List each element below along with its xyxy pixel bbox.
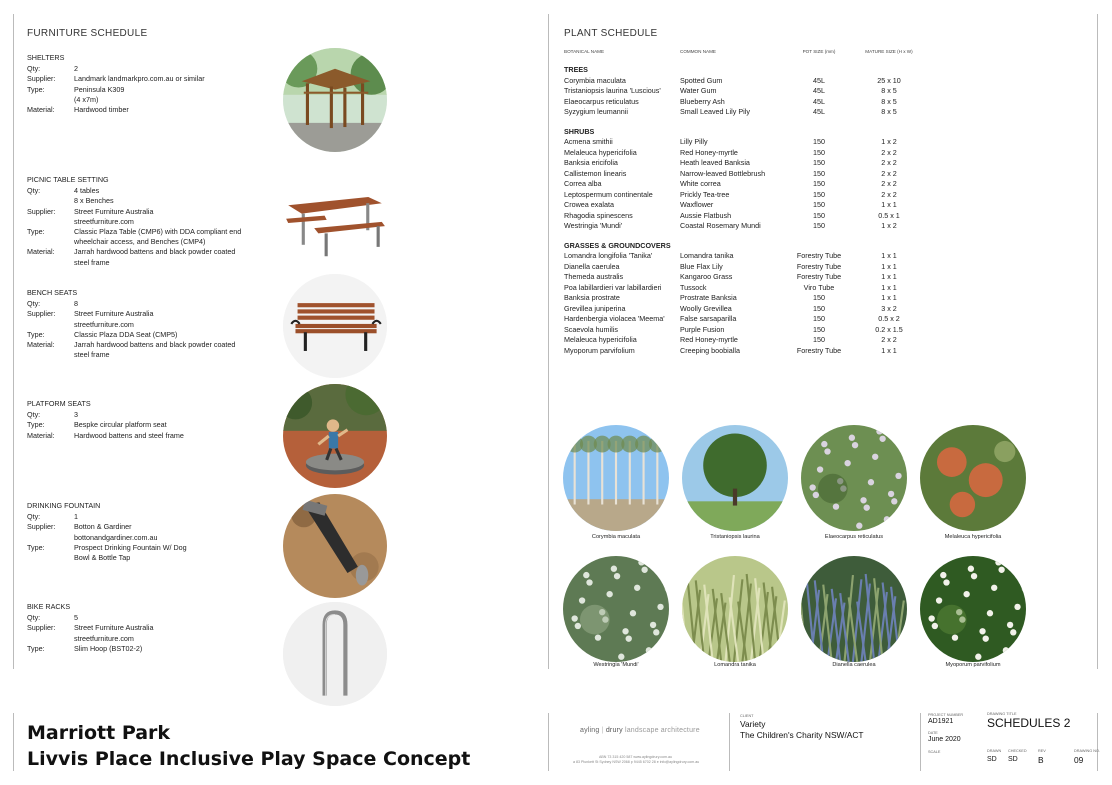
table-cell: Viro Tube: [803, 282, 835, 292]
row-value: steel frame: [74, 257, 110, 267]
plant-photo: [801, 425, 907, 531]
scale-label: SCALE: [928, 750, 941, 754]
table-cell: 45L: [813, 86, 825, 95]
row-label: Supplier:: [27, 623, 56, 633]
table-cell: 2 x 2: [881, 179, 897, 188]
row-label: Type:: [27, 643, 45, 653]
table-cell: Blue Flax Lily: [680, 261, 723, 271]
firm-name-b: drury: [605, 727, 623, 734]
table-cell: 1 x 1: [881, 282, 897, 292]
table-cell: Forestry Tube: [796, 251, 842, 260]
furniture-item-heading: PICNIC TABLE SETTING: [27, 175, 109, 184]
row-label: Supplier:: [27, 74, 56, 84]
row-value: 1: [74, 512, 78, 522]
drawing-title: SCHEDULES 2: [987, 716, 1071, 730]
firm-contact: [573, 755, 699, 765]
row-label: Type:: [27, 227, 45, 237]
row-value: streetfurniture.com: [74, 633, 134, 643]
row-value: Prospect Drinking Fountain W/ Dog: [74, 542, 187, 552]
table-cell: 25 x 10: [877, 75, 901, 85]
row-value: Bowl & Bottle Tap: [74, 553, 131, 563]
row-value: Slim Hoop (BST02-2): [74, 643, 143, 653]
row-label: Qty:: [27, 64, 41, 74]
table-row: [564, 221, 924, 232]
left-border: [13, 14, 14, 669]
furniture-item-drinking-fountain: [27, 501, 277, 563]
furniture-item-bike-racks: [27, 602, 277, 654]
table-cell: Forestry Tube: [796, 272, 842, 281]
row-value: Street Furniture Australia: [74, 206, 154, 216]
table-cell: Themeda australis: [564, 272, 624, 281]
row-value: 2: [74, 64, 78, 74]
table-cell: 150: [813, 293, 825, 302]
table-row: [564, 272, 924, 283]
checked-label: CHECKED: [1008, 749, 1027, 753]
furniture-item-heading: PLATFORM SEATS: [27, 399, 91, 408]
table-cell: 150: [813, 314, 825, 323]
table-cell: Corymbia maculata: [564, 75, 626, 85]
client-name: [740, 719, 864, 741]
row-value: 5: [74, 613, 78, 623]
table-cell: Myoporum parvifolium: [564, 345, 635, 355]
title-block-divider-3: [920, 713, 921, 771]
row-value: streetfurniture.com: [74, 319, 134, 329]
table-cell: 150: [813, 303, 825, 313]
table-cell: 150: [813, 179, 825, 188]
table-row: [564, 211, 924, 222]
table-cell: Spotted Gum: [680, 75, 723, 85]
table-cell: 150: [813, 221, 825, 230]
plant-photo-caption: Lomandra tanika: [714, 662, 756, 668]
table-cell: Elaeocarpus reticulatus: [564, 96, 639, 106]
table-row: [564, 335, 924, 346]
row-value: Bespke circular platform seat: [74, 420, 167, 430]
bike-rack-photo: [283, 602, 387, 706]
table-cell: 45L: [813, 107, 825, 116]
furniture-item-heading: SHELTERS: [27, 53, 65, 62]
picnic-table-photo: [283, 172, 387, 276]
plant-photo-caption: Elaeocarpus reticulatus: [824, 534, 884, 540]
table-cell: 1 x 2: [881, 137, 897, 146]
drawn-value: SD: [987, 756, 997, 763]
table-cell: Red Honey-myrtle: [680, 335, 738, 344]
row-label: Material:: [27, 105, 55, 115]
row-value: Landmark landmarkpro.com.au or similar: [74, 74, 205, 84]
row-value: 4 tables: [74, 186, 100, 196]
table-cell: 150: [813, 189, 825, 199]
plant-group-heading: SHRUBS: [564, 126, 595, 136]
drawing-number: 09: [1074, 755, 1084, 765]
table-cell: 150: [813, 158, 825, 167]
table-row: [564, 179, 924, 190]
center-divider: [548, 14, 549, 669]
table-cell: Coastal Rosemary Mundi: [680, 221, 761, 230]
plant-group-heading: TREES: [564, 65, 588, 74]
row-label: Supplier:: [27, 206, 56, 216]
table-cell: Narrow-leaved Bottlebrush: [680, 168, 766, 178]
platform-seat-photo: [283, 384, 387, 488]
furniture-item-platform-seats: [27, 399, 277, 441]
table-row: [564, 190, 924, 201]
bench-seat-photo: [283, 274, 387, 378]
table-cell: Aussie Flatbush: [680, 210, 732, 220]
table-row: [564, 97, 924, 108]
table-cell: 150: [813, 200, 825, 209]
table-cell: Heath leaved Banksia: [680, 158, 750, 167]
table-cell: 1 x 1: [881, 200, 897, 209]
table-cell: 150: [813, 147, 825, 157]
project-number-label: PROJECT NUMBER: [928, 713, 964, 717]
table-cell: Grevillea juniperina: [564, 303, 626, 313]
row-value: Peninsula K309: [74, 84, 125, 94]
table-cell: Prostrate Banksia: [680, 293, 737, 302]
row-label: Qty:: [27, 410, 41, 420]
table-row: [564, 314, 924, 325]
row-label: Qty:: [27, 613, 41, 623]
rev-label: REV: [1038, 749, 1046, 753]
table-cell: 150: [813, 210, 825, 220]
table-cell: Scaevola humilis: [564, 324, 618, 334]
table-cell: Lilly Pilly: [680, 137, 708, 146]
table-cell: Tussock: [680, 282, 707, 292]
row-label: Type:: [27, 329, 45, 339]
title-block-divider-2: [729, 713, 730, 771]
plant-photo: [563, 425, 669, 531]
row-label: Material:: [27, 340, 55, 350]
table-row: [564, 346, 924, 357]
table-cell: Forestry Tube: [796, 261, 842, 271]
table-cell: Banksia ericifolia: [564, 158, 618, 167]
date-label: DATE: [928, 731, 938, 735]
row-value: Jarrah hardwood battens and black powder coated: [74, 247, 236, 257]
furniture-item-bench-seats: [27, 288, 277, 360]
plant-photo: [801, 556, 907, 662]
rev-value: B: [1038, 755, 1044, 765]
row-label: Type:: [27, 84, 45, 94]
right-border: [1097, 14, 1098, 669]
table-cell: False sarsaparilla: [680, 314, 737, 323]
table-row: [564, 293, 924, 304]
plant-photo: [563, 556, 669, 662]
plant-photo: [920, 556, 1026, 662]
project-number: AD1921: [928, 718, 954, 725]
drawn-label: DRAWN: [987, 749, 1002, 753]
table-row: [564, 262, 924, 273]
table-cell: 0.5 x 2: [878, 314, 900, 323]
table-row: [564, 148, 924, 159]
plant-schedule-title: PLANT SCHEDULE: [564, 28, 658, 39]
row-value: Street Furniture Australia: [74, 623, 154, 633]
project-title-line-1: Marriott Park: [27, 722, 171, 744]
table-cell: Purple Fusion: [680, 324, 725, 334]
plant-groups: [564, 65, 924, 356]
table-cell: 150: [813, 168, 825, 178]
title-block-divider-1: [548, 713, 549, 771]
row-value: (4 x7m): [74, 94, 99, 104]
table-cell: Poa labillardieri var labillardieri: [564, 282, 662, 292]
table-cell: 1 x 1: [881, 261, 897, 271]
row-label: Type:: [27, 542, 45, 552]
table-cell: White correa: [680, 179, 721, 188]
table-cell: 0.2 x 1.5: [875, 324, 903, 334]
table-cell: Syzygium leumannii: [564, 107, 628, 116]
client-label: CLIENT: [740, 714, 754, 718]
table-cell: 8 x 5: [881, 107, 897, 116]
plant-photo-caption: Melaleuca hypericifolia: [944, 534, 1002, 540]
table-cell: Kangaroo Grass: [680, 272, 733, 281]
table-cell: Hardenbergia violacea 'Meema': [564, 314, 665, 323]
table-cell: 150: [813, 324, 825, 334]
drawing-title-label: DRAWING TITLE: [987, 712, 1017, 716]
row-value: 3: [74, 410, 78, 420]
drawing-number-label: DRAWING NO.: [1074, 749, 1101, 753]
row-value: streetfurniture.com: [74, 216, 134, 226]
table-cell: Acmena smithii: [564, 137, 613, 146]
firm-name-c: landscape architecture: [624, 727, 700, 734]
table-row: [564, 251, 924, 262]
table-cell: 1 x 1: [881, 251, 897, 260]
plant-schedule-table: [564, 47, 924, 356]
table-cell: 2 x 2: [881, 158, 897, 167]
table-header: [564, 47, 924, 59]
table-cell: Small Leaved Lily Pily: [680, 107, 750, 116]
row-label: Material:: [27, 430, 55, 440]
table-cell: Leptospermum continentale: [564, 189, 653, 199]
table-cell: 2 x 2: [881, 189, 897, 199]
table-cell: Tristaniopsis laurina 'Luscious': [564, 86, 661, 95]
table-row: [564, 325, 924, 336]
table-row: [564, 200, 924, 211]
table-cell: Crowea exalata: [564, 200, 614, 209]
table-row: [564, 137, 924, 148]
title-block-right-edge: [1097, 713, 1098, 771]
table-cell: 8 x 5: [881, 96, 897, 106]
table-cell: Creeping boobialla: [680, 345, 740, 355]
furniture-item-heading: DRINKING FOUNTAIN: [27, 501, 101, 510]
row-value: Hardwood timber: [74, 105, 129, 115]
table-row: [564, 283, 924, 294]
column-header: MATURE SIZE (H x W): [865, 49, 913, 54]
table-row: [564, 107, 924, 118]
row-label: Supplier:: [27, 522, 56, 532]
furniture-item-heading: BENCH SEATS: [27, 288, 78, 297]
plant-photo: [682, 425, 788, 531]
furniture-item-heading: BIKE RACKS: [27, 602, 71, 611]
table-cell: Melaleuca hypericifolia: [564, 147, 637, 157]
plant-photo: [682, 556, 788, 662]
table-cell: Westringia 'Mundi': [564, 221, 623, 230]
table-cell: 3 x 2: [881, 303, 897, 313]
table-cell: Red Honey-myrtle: [680, 147, 738, 157]
table-cell: 2 x 2: [881, 335, 897, 344]
plant-photo-caption: Dianella caerulea: [832, 662, 876, 668]
firm-logo: ayling | drury landscape architecture: [580, 727, 700, 734]
table-cell: 2 x 2: [881, 168, 897, 178]
table-cell: Lomandra tanika: [680, 251, 734, 260]
row-value: Street Furniture Australia: [74, 309, 154, 319]
row-value: wheelchair access, and Benches (CMP4): [74, 237, 206, 247]
plant-photo-caption: Myoporum parvifolium: [945, 662, 1001, 668]
row-label: Qty:: [27, 186, 41, 196]
table-cell: Forestry Tube: [796, 345, 842, 355]
table-cell: 2 x 2: [881, 147, 897, 157]
table-cell: Waxflower: [680, 200, 714, 209]
table-row: [564, 76, 924, 87]
project-title: [27, 720, 470, 772]
plant-group-heading: GRASSES & GROUNDCOVERS: [564, 240, 671, 250]
row-label: Qty:: [27, 512, 41, 522]
firm-name-a: ayling: [580, 727, 600, 734]
row-value: Jarrah hardwood battens and black powder coated: [74, 340, 236, 350]
table-cell: 1 x 1: [881, 345, 897, 355]
table-cell: 1 x 2: [881, 221, 897, 230]
plant-photo-caption: Westringia 'Mundi': [593, 662, 639, 668]
plant-photo-caption: Tristaniopsis laurina: [710, 534, 760, 540]
title-block-left-edge: [13, 713, 14, 771]
column-header: BOTANICAL NAME: [564, 49, 605, 54]
table-cell: Rhagodia spinescens: [564, 210, 633, 220]
table-cell: 0.5 x 1: [878, 210, 900, 220]
table-cell: Melaleuca hypericifolia: [564, 335, 637, 344]
row-value: 8 x Benches: [74, 196, 114, 206]
client-line-2: The Children's Charity NSW/ACT: [740, 730, 864, 740]
row-label: Supplier:: [27, 309, 56, 319]
firm-contact-line-2: a 83 Plunkett St Sydney NSW 2068 p 9445 6702 28 e info@aylingdrury.com.au: [573, 760, 700, 765]
furniture-schedule-title: FURNITURE SCHEDULE: [27, 28, 148, 39]
table-row: [564, 304, 924, 315]
table-cell: 150: [813, 335, 825, 344]
client-line-1: Variety: [740, 719, 766, 729]
table-row: [564, 86, 924, 97]
row-label: Qty:: [27, 299, 41, 309]
table-cell: 1 x 1: [881, 293, 897, 302]
checked-value: SD: [1008, 756, 1018, 763]
row-value: bottonandgardiner.com.au: [74, 532, 158, 542]
date-value: June 2020: [928, 736, 961, 743]
table-cell: Lomandra longifolia 'Tanika': [564, 251, 653, 260]
table-cell: 150: [813, 137, 825, 146]
column-header: POT SIZE (mm): [802, 49, 836, 54]
plant-photo-caption: Corymbia maculata: [591, 534, 641, 540]
row-value: Botton & Gardiner: [74, 522, 132, 532]
table-row: [564, 169, 924, 180]
table-row: [564, 158, 924, 169]
table-cell: 8 x 5: [881, 86, 897, 95]
table-cell: Blueberry Ash: [680, 96, 725, 106]
table-cell: Woolly Grevillea: [680, 303, 732, 313]
furniture-item-picnic-table: [27, 175, 277, 268]
row-value: 8: [74, 299, 78, 309]
table-cell: Correa alba: [564, 179, 602, 188]
row-value: Classic Plaza DDA Seat (CMP5): [74, 329, 178, 339]
table-cell: 45L: [813, 75, 825, 85]
table-cell: Banksia prostrate: [564, 293, 620, 302]
drinking-fountain-photo: [283, 494, 387, 598]
shelter-photo: [283, 48, 387, 152]
table-cell: Callistemon linearis: [564, 168, 627, 178]
firm-contact-line-1: ABN 73 315 420 587 www.aylingdrury.com.au: [599, 755, 673, 759]
table-cell: Dianella caerulea: [564, 261, 620, 271]
column-header: COMMON NAME: [680, 49, 716, 54]
project-title-line-2: Livvis Place Inclusive Play Space Concept: [27, 748, 471, 770]
row-value: steel frame: [74, 350, 110, 360]
row-label: Material:: [27, 247, 55, 257]
row-label: Type:: [27, 420, 45, 430]
furniture-item-shelters: [27, 53, 277, 115]
row-value: Classic Plaza Table (CMP6) with DDA compliant end: [74, 227, 242, 237]
table-cell: 45L: [813, 96, 825, 106]
row-value: Hardwood battens and steel frame: [74, 430, 184, 440]
table-cell: 1 x 1: [881, 272, 897, 281]
table-cell: Water Gum: [680, 86, 717, 95]
plant-photo: [920, 425, 1026, 531]
table-cell: Prickly Tea-tree: [680, 189, 730, 199]
